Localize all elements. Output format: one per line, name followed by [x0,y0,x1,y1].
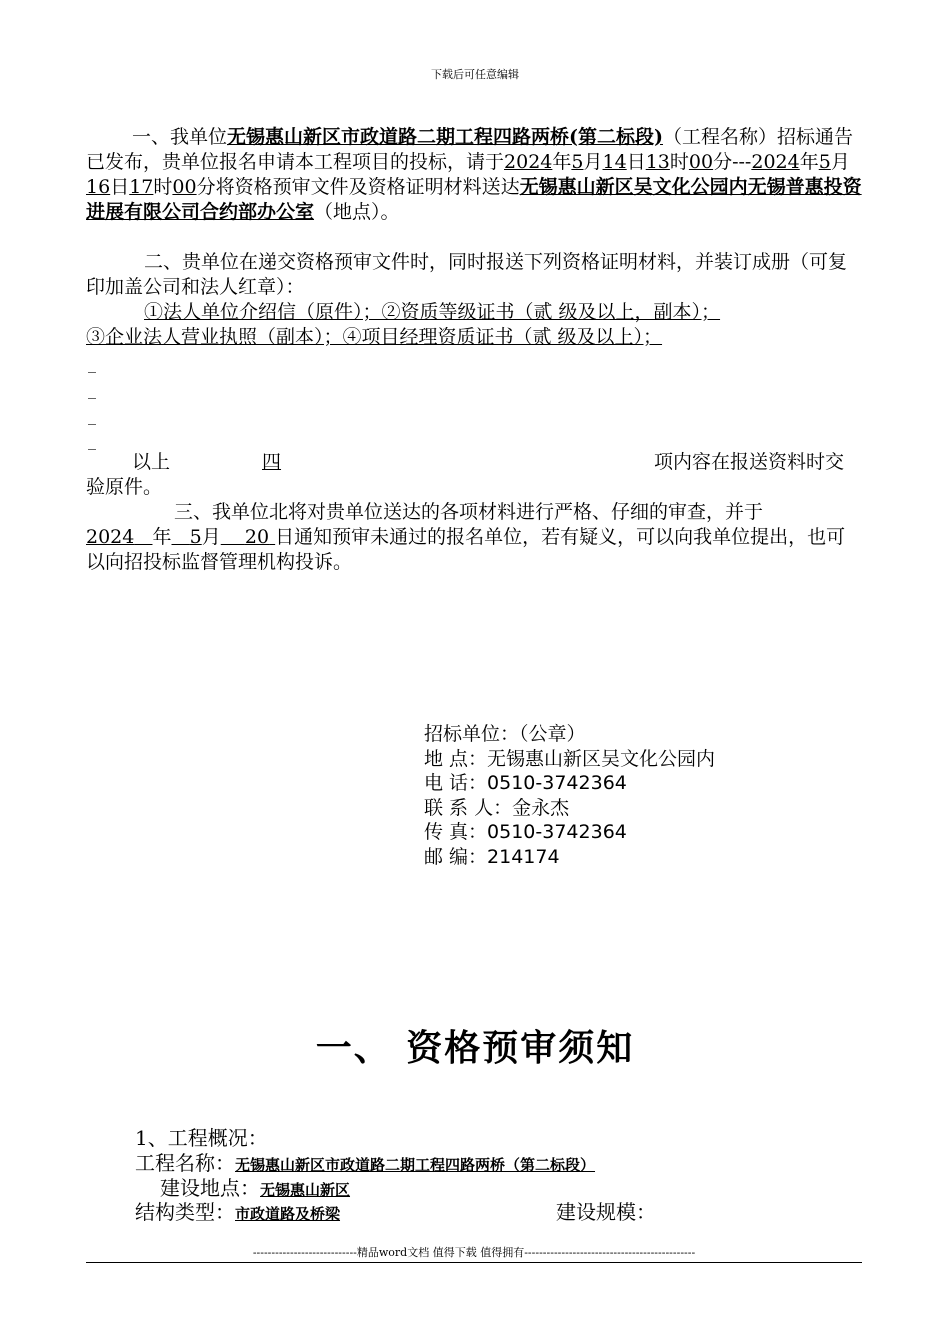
end-hour: 17 [129,176,154,198]
p1-text: 年 [799,151,819,173]
p1-text: 分--- [713,151,752,173]
end-minute: 00 [172,176,197,198]
item-count: 四 [262,451,282,473]
contact-zip: 邮 编：214174 [424,845,560,868]
start-year: 2024 [504,151,553,173]
p4-text: 三、我单位北将对贵单位送达的各项材料进行严格、仔细的审查，并于 [174,501,764,523]
contact-block [424,722,715,869]
end-day: 16 [86,176,111,198]
overview-heading: 1、工程概况： [135,1126,268,1150]
p1-text: 月 [830,151,850,173]
overview-scale-label: 建设规模： [556,1200,656,1224]
footer-divider [86,1262,862,1263]
contact-fax: 传 真：0510-3742364 [424,821,627,843]
blank-line: _ [88,380,96,399]
end-month: 5 [818,151,831,173]
start-hour: 13 [645,151,670,173]
contact-person: 联 系 人：金永杰 [424,796,570,819]
p1-text: 分将资格预审文件及资格证明材料送达 [196,176,520,198]
site-value: 无锡惠山新区 [260,1181,351,1199]
p1-text: 日 [110,176,130,198]
contact-address: 地 点：无锡惠山新区吴文化公园内 [424,747,716,770]
start-day: 14 [602,151,627,173]
paragraph-original-check [86,450,862,500]
p1-text: 时 [153,176,173,198]
contact-unit: 招标单位：（公章） [424,723,586,745]
notify-year: 2024 [86,526,135,548]
blank-line: _ [88,406,96,425]
footer-note: ----------------------------精品word文档 值得下载 值得拥有---------------------------------------------- [252,1246,696,1259]
paragraph-materials: 二、贵单位在递交资格预审文件时，同时报送下列资格证明材料，并装订成册（可复印加盖公司和法人红章）： [86,251,848,298]
start-minute: 00 [688,151,714,173]
notify-day: 20 [244,526,270,548]
materials-list-line-2: ③企业法人营业执照（副本）；④项目经理资质证书（贰 级及以上）； [86,326,663,348]
overview-site-row: 建设地点：无锡惠山新区 [160,1176,351,1200]
p3-text: 以上 [132,451,171,473]
project-name: 无锡惠山新区市政道路二期工程四路两桥(第二标段) [227,126,663,148]
p1-text: 年 [552,151,572,173]
p4-text: 日通知预审未通过的报名单位，若有疑义，可以向我单位提出，也可以向招投标监督管理机构投诉。 [86,526,846,573]
overview-name-row: 工程名称：无锡惠山新区市政道路二期工程四路两桥（第二标段） [135,1151,596,1175]
struct-value: 市政道路及桥梁 [235,1205,341,1223]
header-note: 下载后可任意编辑 [431,68,519,81]
p4-text: 年 [152,526,172,548]
start-month: 5 [571,151,584,173]
section-title: 一、 资格预审须知 [315,1028,635,1069]
materials-list-line-1: ①法人单位介绍信（原件）；②资质等级证书（贰 级及以上，副本）； [144,301,721,323]
p1-text: （地点）。 [314,201,400,223]
blank-line: _ [88,354,96,373]
p4-text: 月 [201,526,221,548]
p1-text: （工程名称）招标通告已发布，贵单位报名申请本工程项目的投标，请于 [86,126,854,173]
blank-line: _ [88,431,96,450]
overview-struct-row: 结构类型：市政道路及桥梁 [135,1200,341,1224]
contact-phone: 电 话：0510-3742364 [424,772,627,794]
end-year: 2024 [751,151,800,173]
project-name-value: 无锡惠山新区市政道路二期工程四路两桥（第二标段） [235,1156,596,1174]
notify-month: 5 [189,526,202,548]
p1-text: 月 [583,151,603,173]
paragraph-invitation [86,125,862,225]
paragraph-review [86,500,862,575]
p1-text: 时 [669,151,689,173]
p3-text: 项内容在报送资料时交验原件。 [86,451,845,498]
p1-indent: 一、我单位 [132,126,228,148]
submission-place: 无锡惠山新区吴文化公园内无锡普惠投资进展有限公司合约部办公室 [86,176,862,223]
p1-text: 日 [626,151,646,173]
